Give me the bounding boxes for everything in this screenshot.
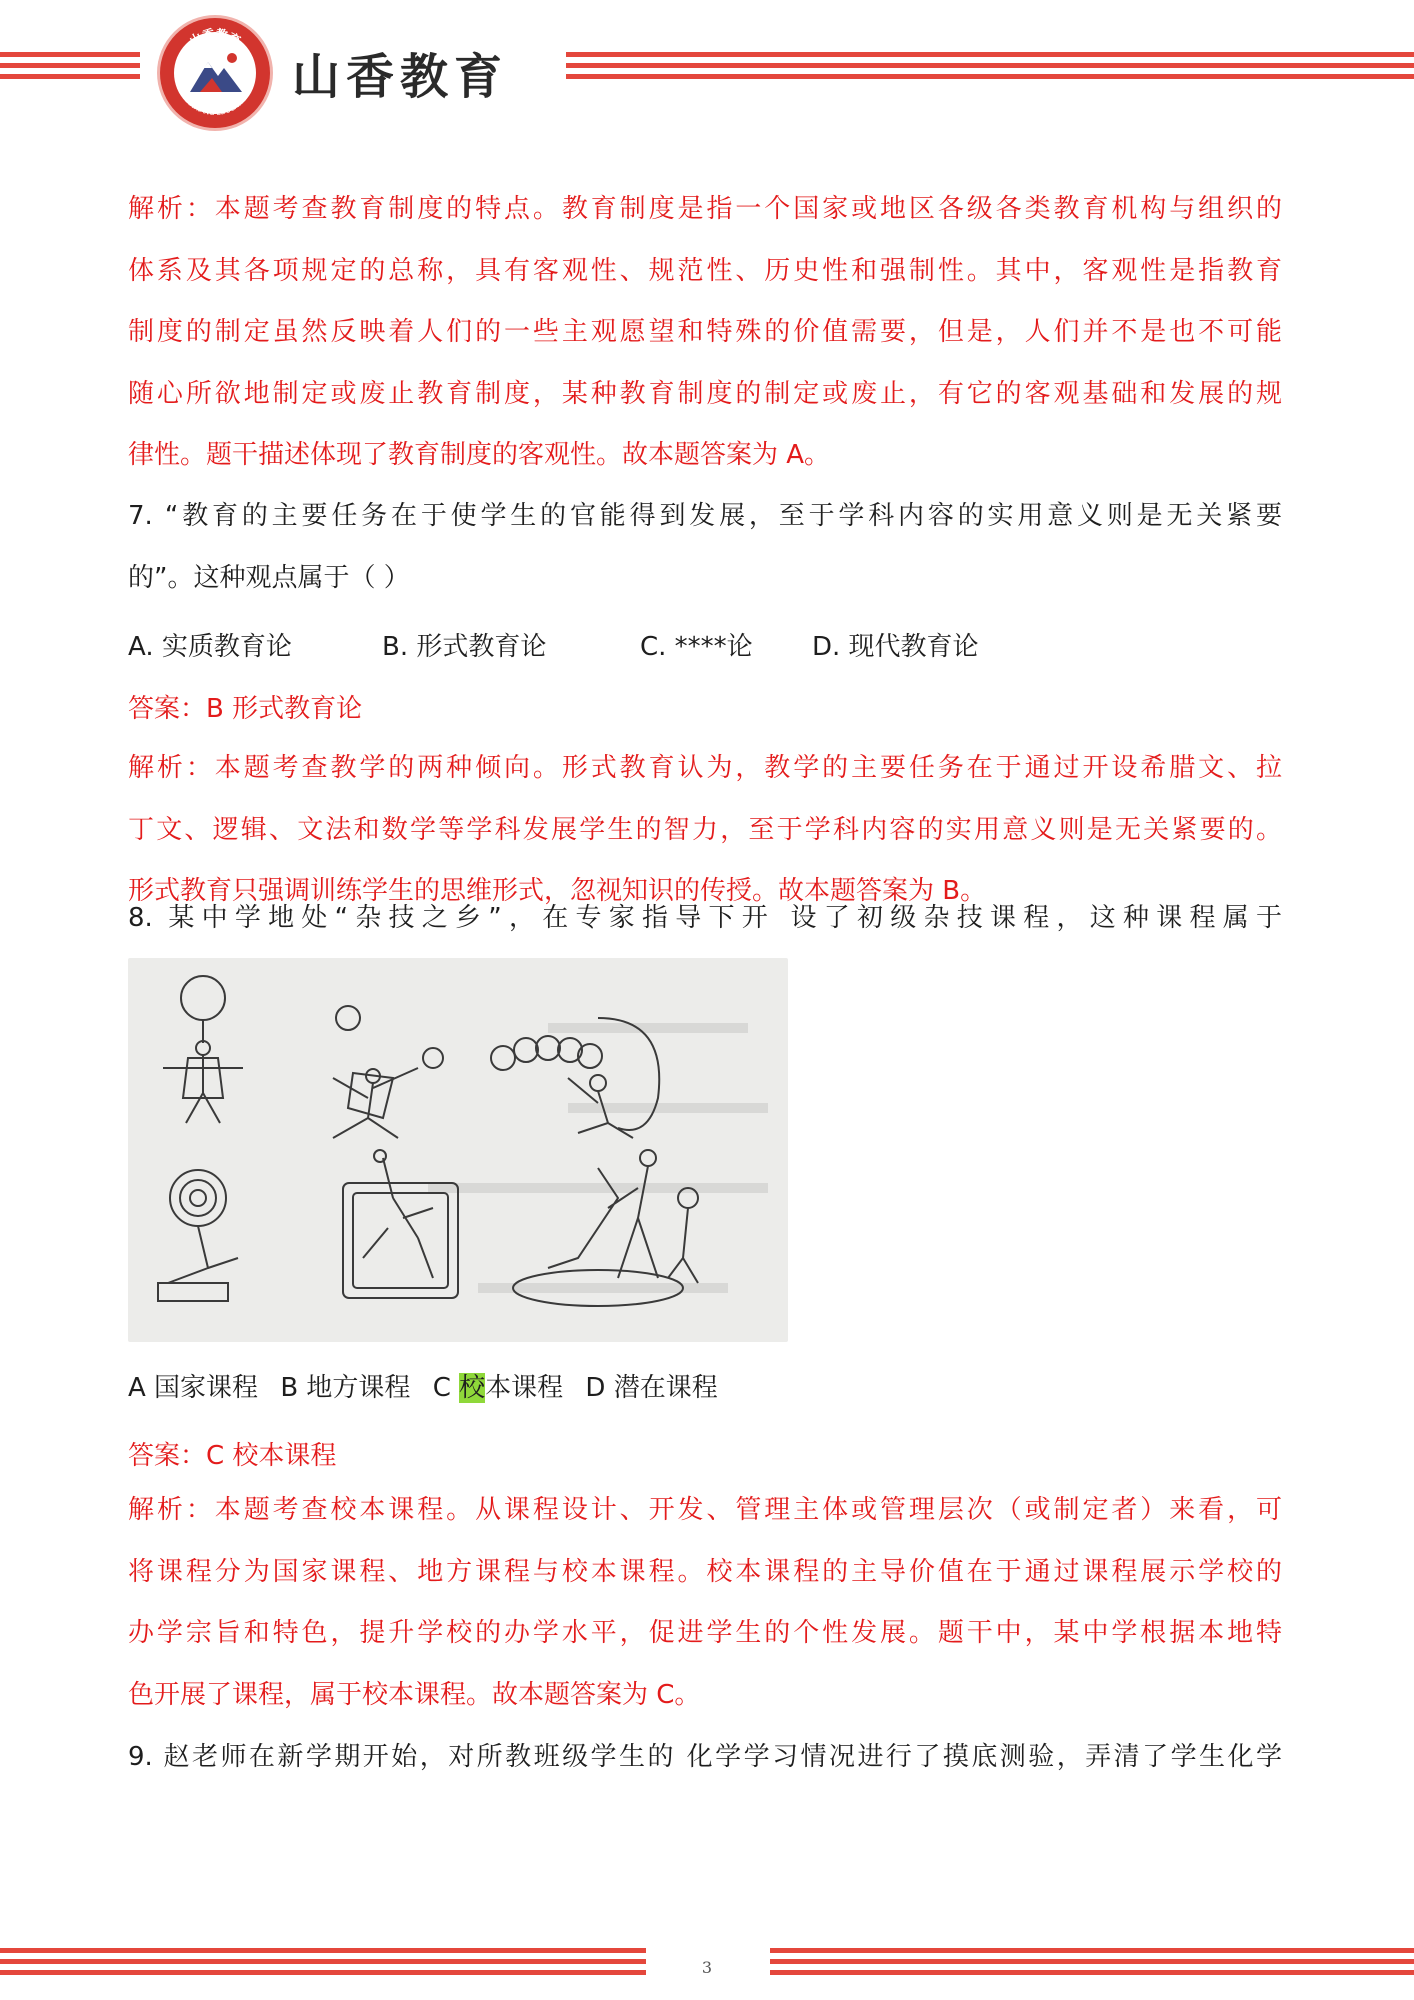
q7-option-b: B. 形式教育论 [382,632,547,662]
header-stripes-left [0,52,140,82]
q8-option-c-prefix: C [432,1373,460,1403]
q6-analysis-line-1: 解析：本题考查教育制度的特点。教育制度是指一个国家或地区各级各类教育机构与组织的 [128,194,1282,224]
q6-analysis-line-4: 随心所欲地制定或废止教育制度，某种教育制度的制定或废止，有它的客观基础和发展的规 [128,378,1282,409]
q7-line-2: 的”。这种观点属于（ ） [128,562,410,593]
q6-analysis-line-5: 律性。题干描述体现了教育制度的客观性。故本题答案为 A。 [128,440,831,470]
q8-analysis [128,1480,1282,1726]
q7-analysis-line-1: 解析：本题考查教学的两种倾向。形式教育认为，教学的主要任务在于通过开设希腊文、拉 [128,753,1282,783]
q8-analysis-line-4: 色开展了课程，属于校本课程。故本题答案为 C。 [128,1679,701,1710]
logo-bottom-text: SHANXIANG EDUCATION [178,90,252,118]
q8-option-a: A 国家课程 [128,1373,259,1403]
brand-logo [160,18,270,128]
q7-analysis-line-2: 丁文、逻辑、文法和数学等学科发展学生的智力，至于学科内容的实用意义则是无关紧要的。 [128,814,1282,845]
acrobat-figure-1 [163,976,243,1123]
acrobat-figure-2 [333,1006,443,1138]
acrobatics-illustration [128,958,788,1342]
q9-line-1: 9. 赵老师在新学期开始，对所教班级学生的 化学学习情况进行了摸底测验，弄清了学生化学 [128,1742,1282,1772]
q7-option-c: C. ****论 [640,632,753,662]
q8-option-c-highlight: 校 [459,1373,486,1403]
q8-question-line: 8. 某中学地处“杂技之乡”，在专家指导下开 设了初级杂技课程，这种课程属于 [128,903,1282,933]
q7-answer: 答案：B 形式教育论 [128,694,363,724]
q7-analysis [128,738,1282,923]
q8-option-c-rest: 本课程 [485,1373,564,1403]
q6-analysis-line-3: 制度的制定虽然反映着人们的一些主观愿望和特殊的价值需要，但是，人们并不是也不可能 [128,317,1282,347]
q8-analysis-line-3: 办学宗旨和特色，提升学校的办学水平，促进学生的个性发展。题干中，某中学根据本地特 [128,1618,1282,1648]
q7-option-a: A. 实质教育论 [128,632,292,662]
brand-name: 山香教育 [292,49,509,105]
q7-option-d: D. 现代教育论 [812,632,979,662]
acrobat-figure-3 [491,1018,659,1138]
q9-question [128,1727,1282,1789]
q8-option-b: B 地方课程 [280,1373,411,1403]
q7-analysis-line-3: 形式教育只强调训练学生的思维形式，忽视知识的传授。故本题答案为 B。 [128,876,987,906]
q8-options [128,1367,718,1404]
q8-analysis-line-2: 将课程分为国家课程、地方课程与校本课程。校本课程的主导价值在于通过课程展示学校的 [128,1556,1282,1587]
q6-analysis-line-2: 体系及其各项规定的总称，具有客观性、规范性、历史性和强制性。其中，客观性是指教育 [128,255,1282,286]
page-number: 3 [701,1958,713,1977]
q8-option-c [433,1373,563,1403]
q7-line-1: 7. “教育的主要任务在于使学生的官能得到发展，至于学科内容的实用意义则是无关紧要 [128,501,1282,531]
q8-option-d: D 潜在课程 [585,1373,718,1403]
q8-question [128,900,1282,936]
acrobat-figure-6 [513,1150,698,1306]
q6-analysis [128,179,1282,487]
header-stripes-right [566,52,1414,82]
acrobat-figure-5 [343,1150,458,1298]
q8-analysis-line-1: 解析：本题考查校本课程。从课程设计、开发、管理主体或管理层次（或制定者）来看，可 [128,1495,1282,1525]
q8-answer: 答案：C 校本课程 [128,1441,337,1471]
logo-top-text: 山香教育 [187,26,243,49]
acrobat-figure-4 [158,1170,238,1301]
q7-question [128,486,1282,609]
